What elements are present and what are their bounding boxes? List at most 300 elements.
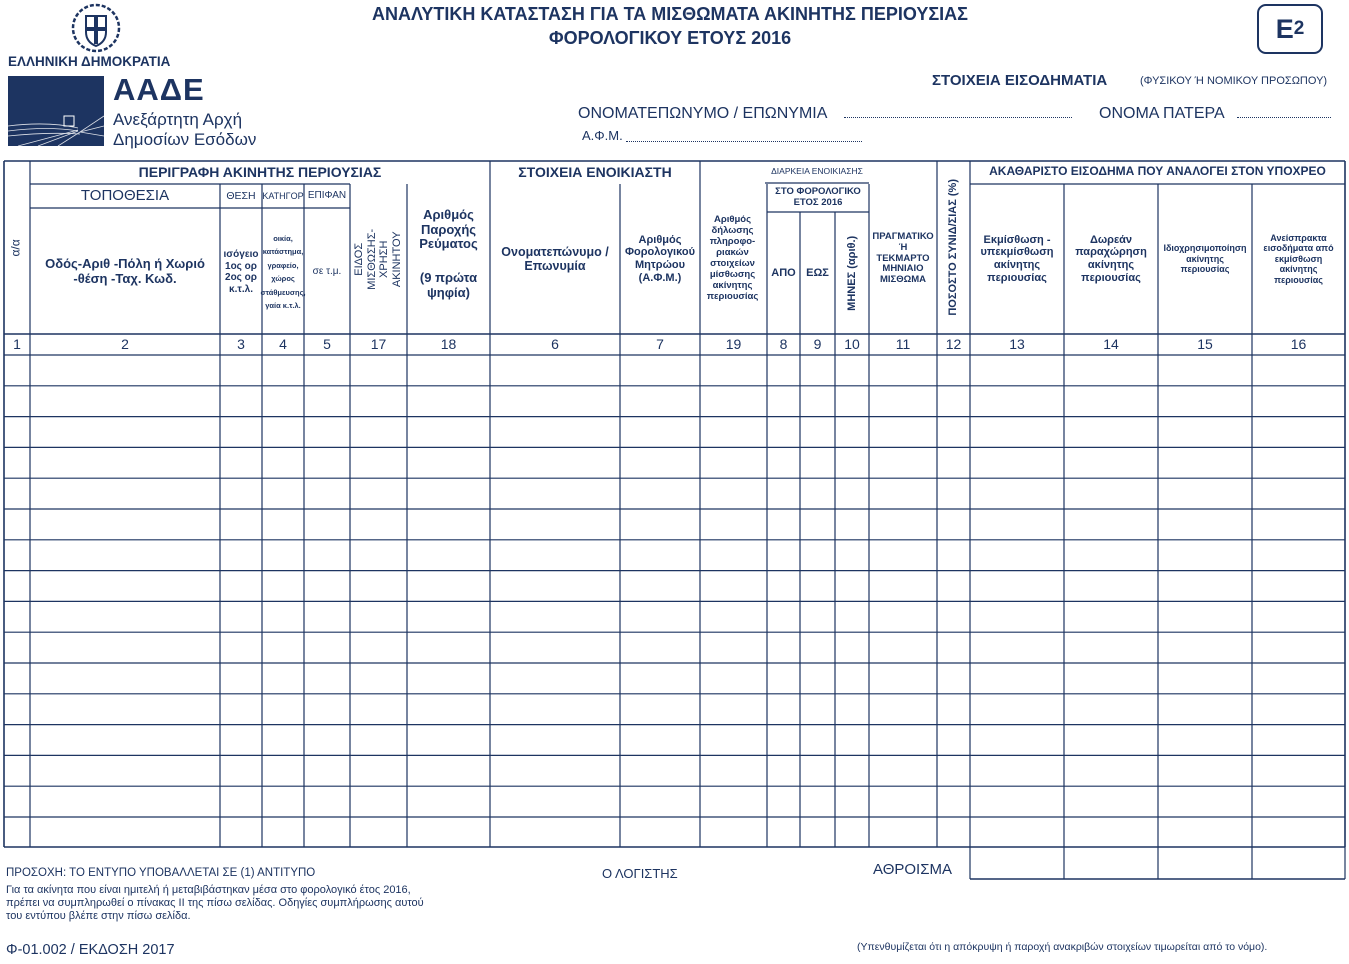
- table-cell[interactable]: [800, 386, 835, 417]
- table-cell[interactable]: [4, 786, 30, 817]
- table-cell[interactable]: [30, 478, 220, 509]
- table-cell[interactable]: [700, 417, 767, 448]
- table-cell[interactable]: [490, 694, 620, 725]
- table-cell[interactable]: [767, 540, 800, 571]
- table-cell[interactable]: [767, 786, 800, 817]
- table-cell[interactable]: [937, 786, 970, 817]
- table-cell[interactable]: [767, 601, 800, 632]
- table-cell[interactable]: [1252, 478, 1345, 509]
- table-cell[interactable]: [835, 725, 869, 756]
- table-cell[interactable]: [869, 509, 937, 540]
- table-cell[interactable]: [4, 540, 30, 571]
- table-cell[interactable]: [220, 663, 262, 694]
- table-cell[interactable]: [970, 601, 1064, 632]
- table-cell[interactable]: [1252, 540, 1345, 571]
- table-cell[interactable]: [350, 725, 407, 756]
- table-cell[interactable]: [350, 755, 407, 786]
- table-cell[interactable]: [350, 663, 407, 694]
- table-cell[interactable]: [800, 786, 835, 817]
- table-cell[interactable]: [4, 725, 30, 756]
- table-cell[interactable]: [1158, 755, 1252, 786]
- table-cell[interactable]: [4, 601, 30, 632]
- table-cell[interactable]: [4, 447, 30, 478]
- table-cell[interactable]: [835, 601, 869, 632]
- table-cell[interactable]: [262, 755, 304, 786]
- table-cell[interactable]: [937, 447, 970, 478]
- table-cell[interactable]: [262, 355, 304, 386]
- table-cell[interactable]: [835, 417, 869, 448]
- table-cell[interactable]: [700, 786, 767, 817]
- table-cell[interactable]: [4, 663, 30, 694]
- table-cell[interactable]: [1252, 817, 1345, 847]
- table-cell[interactable]: [800, 447, 835, 478]
- table-cell[interactable]: [4, 694, 30, 725]
- table-cell[interactable]: [407, 417, 490, 448]
- table-cell[interactable]: [970, 725, 1064, 756]
- table-cell[interactable]: [700, 571, 767, 602]
- table-cell[interactable]: [262, 632, 304, 663]
- table-cell[interactable]: [620, 355, 700, 386]
- table-cell[interactable]: [4, 632, 30, 663]
- table-cell[interactable]: [1158, 355, 1252, 386]
- table-cell[interactable]: [835, 755, 869, 786]
- table-cell[interactable]: [700, 725, 767, 756]
- table-cell[interactable]: [869, 571, 937, 602]
- table-cell[interactable]: [937, 417, 970, 448]
- table-cell[interactable]: [304, 755, 350, 786]
- table-cell[interactable]: [220, 509, 262, 540]
- table-cell[interactable]: [937, 663, 970, 694]
- table-cell[interactable]: [262, 725, 304, 756]
- table-cell[interactable]: [620, 478, 700, 509]
- table-cell[interactable]: [835, 447, 869, 478]
- table-cell[interactable]: [350, 694, 407, 725]
- table-cell[interactable]: [970, 817, 1064, 847]
- table-cell[interactable]: [800, 478, 835, 509]
- table-cell[interactable]: [304, 663, 350, 694]
- table-cell[interactable]: [1252, 694, 1345, 725]
- table-cell[interactable]: [937, 817, 970, 847]
- table-cell[interactable]: [1064, 509, 1158, 540]
- table-cell[interactable]: [767, 632, 800, 663]
- table-cell[interactable]: [4, 386, 30, 417]
- table-cell[interactable]: [835, 540, 869, 571]
- table-cell[interactable]: [350, 509, 407, 540]
- table-cell[interactable]: [767, 817, 800, 847]
- table-cell[interactable]: [30, 632, 220, 663]
- table-cell[interactable]: [1158, 663, 1252, 694]
- table-cell[interactable]: [350, 817, 407, 847]
- table-cell[interactable]: [700, 540, 767, 571]
- table-cell[interactable]: [304, 571, 350, 602]
- table-cell[interactable]: [30, 417, 220, 448]
- table-cell[interactable]: [304, 786, 350, 817]
- table-cell[interactable]: [304, 817, 350, 847]
- table-cell[interactable]: [262, 417, 304, 448]
- table-cell[interactable]: [220, 571, 262, 602]
- table-cell[interactable]: [1252, 355, 1345, 386]
- table-cell[interactable]: [1252, 601, 1345, 632]
- table-cell[interactable]: [620, 417, 700, 448]
- table-cell[interactable]: [262, 386, 304, 417]
- table-cell[interactable]: [1158, 817, 1252, 847]
- table-cell[interactable]: [800, 632, 835, 663]
- table-cell[interactable]: [620, 694, 700, 725]
- table-cell[interactable]: [407, 755, 490, 786]
- table-cell[interactable]: [350, 571, 407, 602]
- table-cell[interactable]: [1252, 786, 1345, 817]
- table-cell[interactable]: [220, 786, 262, 817]
- table-cell[interactable]: [800, 694, 835, 725]
- table-cell[interactable]: [869, 632, 937, 663]
- table-cell[interactable]: [1252, 663, 1345, 694]
- table-cell[interactable]: [1064, 478, 1158, 509]
- table-cell[interactable]: [970, 447, 1064, 478]
- table-cell[interactable]: [407, 478, 490, 509]
- table-cell[interactable]: [800, 509, 835, 540]
- table-cell[interactable]: [835, 355, 869, 386]
- table-cell[interactable]: [4, 478, 30, 509]
- table-cell[interactable]: [835, 571, 869, 602]
- table-cell[interactable]: [970, 786, 1064, 817]
- table-cell[interactable]: [620, 755, 700, 786]
- table-cell[interactable]: [1252, 571, 1345, 602]
- table-cell[interactable]: [937, 355, 970, 386]
- table-cell[interactable]: [937, 540, 970, 571]
- table-cell[interactable]: [30, 755, 220, 786]
- table-cell[interactable]: [800, 663, 835, 694]
- table-cell[interactable]: [800, 755, 835, 786]
- table-cell[interactable]: [220, 601, 262, 632]
- table-cell[interactable]: [869, 786, 937, 817]
- table-cell[interactable]: [937, 632, 970, 663]
- table-cell[interactable]: [700, 755, 767, 786]
- table-cell[interactable]: [620, 447, 700, 478]
- table-cell[interactable]: [700, 386, 767, 417]
- table-cell[interactable]: [220, 755, 262, 786]
- table-cell[interactable]: [767, 725, 800, 756]
- table-cell[interactable]: [220, 355, 262, 386]
- table-cell[interactable]: [970, 417, 1064, 448]
- table-cell[interactable]: [262, 817, 304, 847]
- table-cell[interactable]: [937, 386, 970, 417]
- table-cell[interactable]: [800, 725, 835, 756]
- table-cell[interactable]: [700, 601, 767, 632]
- table-cell[interactable]: [1064, 663, 1158, 694]
- table-cell[interactable]: [869, 447, 937, 478]
- table-cell[interactable]: [304, 447, 350, 478]
- table-cell[interactable]: [620, 632, 700, 663]
- table-cell[interactable]: [1158, 478, 1252, 509]
- table-cell[interactable]: [4, 509, 30, 540]
- table-cell[interactable]: [1252, 632, 1345, 663]
- table-cell[interactable]: [937, 694, 970, 725]
- table-cell[interactable]: [407, 817, 490, 847]
- table-cell[interactable]: [490, 663, 620, 694]
- table-cell[interactable]: [304, 632, 350, 663]
- table-cell[interactable]: [700, 817, 767, 847]
- table-cell[interactable]: [800, 571, 835, 602]
- table-cell[interactable]: [350, 786, 407, 817]
- total-cell[interactable]: [1252, 847, 1345, 879]
- table-cell[interactable]: [350, 540, 407, 571]
- table-cell[interactable]: [407, 694, 490, 725]
- table-cell[interactable]: [835, 786, 869, 817]
- table-cell[interactable]: [407, 663, 490, 694]
- table-cell[interactable]: [407, 725, 490, 756]
- table-cell[interactable]: [970, 632, 1064, 663]
- table-cell[interactable]: [1158, 694, 1252, 725]
- table-cell[interactable]: [1158, 632, 1252, 663]
- table-cell[interactable]: [1158, 417, 1252, 448]
- table-cell[interactable]: [869, 725, 937, 756]
- table-cell[interactable]: [490, 478, 620, 509]
- table-cell[interactable]: [1158, 725, 1252, 756]
- table-cell[interactable]: [620, 386, 700, 417]
- table-cell[interactable]: [220, 417, 262, 448]
- table-cell[interactable]: [350, 417, 407, 448]
- table-cell[interactable]: [1252, 755, 1345, 786]
- table-cell[interactable]: [30, 509, 220, 540]
- table-cell[interactable]: [700, 478, 767, 509]
- table-cell[interactable]: [304, 601, 350, 632]
- table-cell[interactable]: [304, 540, 350, 571]
- table-cell[interactable]: [262, 663, 304, 694]
- table-cell[interactable]: [1064, 355, 1158, 386]
- table-cell[interactable]: [1252, 386, 1345, 417]
- table-cell[interactable]: [970, 509, 1064, 540]
- table-cell[interactable]: [1158, 601, 1252, 632]
- table-cell[interactable]: [620, 601, 700, 632]
- table-cell[interactable]: [767, 755, 800, 786]
- table-cell[interactable]: [350, 478, 407, 509]
- table-cell[interactable]: [620, 786, 700, 817]
- table-cell[interactable]: [800, 417, 835, 448]
- table-cell[interactable]: [835, 817, 869, 847]
- table-cell[interactable]: [700, 355, 767, 386]
- table-cell[interactable]: [1064, 601, 1158, 632]
- table-cell[interactable]: [304, 417, 350, 448]
- table-cell[interactable]: [490, 786, 620, 817]
- table-cell[interactable]: [767, 355, 800, 386]
- table-cell[interactable]: [835, 386, 869, 417]
- table-cell[interactable]: [970, 478, 1064, 509]
- table-cell[interactable]: [1064, 786, 1158, 817]
- table-cell[interactable]: [1252, 447, 1345, 478]
- table-cell[interactable]: [1158, 571, 1252, 602]
- table-cell[interactable]: [262, 540, 304, 571]
- table-cell[interactable]: [1064, 632, 1158, 663]
- table-cell[interactable]: [767, 663, 800, 694]
- table-cell[interactable]: [835, 663, 869, 694]
- table-cell[interactable]: [869, 355, 937, 386]
- table-cell[interactable]: [937, 601, 970, 632]
- table-cell[interactable]: [767, 509, 800, 540]
- table-cell[interactable]: [407, 632, 490, 663]
- table-cell[interactable]: [304, 355, 350, 386]
- table-cell[interactable]: [700, 694, 767, 725]
- table-cell[interactable]: [700, 447, 767, 478]
- table-cell[interactable]: [30, 386, 220, 417]
- table-cell[interactable]: [30, 571, 220, 602]
- table-cell[interactable]: [350, 632, 407, 663]
- table-cell[interactable]: [800, 540, 835, 571]
- table-cell[interactable]: [1252, 509, 1345, 540]
- table-cell[interactable]: [1064, 694, 1158, 725]
- table-cell[interactable]: [407, 355, 490, 386]
- table-cell[interactable]: [490, 355, 620, 386]
- table-cell[interactable]: [620, 817, 700, 847]
- table-cell[interactable]: [1064, 447, 1158, 478]
- table-cell[interactable]: [620, 571, 700, 602]
- table-cell[interactable]: [220, 478, 262, 509]
- table-cell[interactable]: [767, 447, 800, 478]
- table-cell[interactable]: [620, 725, 700, 756]
- table-cell[interactable]: [4, 817, 30, 847]
- table-cell[interactable]: [490, 725, 620, 756]
- table-cell[interactable]: [869, 663, 937, 694]
- table-cell[interactable]: [262, 478, 304, 509]
- table-cell[interactable]: [490, 755, 620, 786]
- table-cell[interactable]: [407, 571, 490, 602]
- table-cell[interactable]: [937, 509, 970, 540]
- table-cell[interactable]: [30, 355, 220, 386]
- table-cell[interactable]: [800, 817, 835, 847]
- table-cell[interactable]: [262, 571, 304, 602]
- table-cell[interactable]: [490, 601, 620, 632]
- table-cell[interactable]: [350, 386, 407, 417]
- table-cell[interactable]: [1064, 817, 1158, 847]
- table-cell[interactable]: [767, 417, 800, 448]
- table-cell[interactable]: [4, 417, 30, 448]
- table-cell[interactable]: [937, 478, 970, 509]
- table-cell[interactable]: [490, 386, 620, 417]
- table-cell[interactable]: [1252, 725, 1345, 756]
- table-cell[interactable]: [30, 786, 220, 817]
- table-cell[interactable]: [1158, 509, 1252, 540]
- table-cell[interactable]: [490, 447, 620, 478]
- table-cell[interactable]: [4, 755, 30, 786]
- table-cell[interactable]: [869, 478, 937, 509]
- table-cell[interactable]: [262, 447, 304, 478]
- table-cell[interactable]: [350, 601, 407, 632]
- table-cell[interactable]: [869, 601, 937, 632]
- table-cell[interactable]: [700, 509, 767, 540]
- table-cell[interactable]: [490, 571, 620, 602]
- table-cell[interactable]: [620, 540, 700, 571]
- table-cell[interactable]: [220, 540, 262, 571]
- table-cell[interactable]: [407, 509, 490, 540]
- table-cell[interactable]: [220, 725, 262, 756]
- table-cell[interactable]: [970, 540, 1064, 571]
- table-cell[interactable]: [700, 632, 767, 663]
- table-cell[interactable]: [407, 447, 490, 478]
- table-cell[interactable]: [767, 694, 800, 725]
- table-cell[interactable]: [970, 355, 1064, 386]
- table-cell[interactable]: [220, 447, 262, 478]
- table-cell[interactable]: [4, 571, 30, 602]
- table-cell[interactable]: [262, 786, 304, 817]
- table-cell[interactable]: [220, 386, 262, 417]
- table-cell[interactable]: [304, 386, 350, 417]
- table-cell[interactable]: [490, 817, 620, 847]
- table-cell[interactable]: [1064, 386, 1158, 417]
- table-cell[interactable]: [620, 509, 700, 540]
- table-cell[interactable]: [220, 632, 262, 663]
- table-cell[interactable]: [407, 601, 490, 632]
- table-cell[interactable]: [869, 694, 937, 725]
- table-cell[interactable]: [4, 355, 30, 386]
- table-cell[interactable]: [869, 817, 937, 847]
- table-cell[interactable]: [30, 817, 220, 847]
- table-cell[interactable]: [490, 509, 620, 540]
- table-cell[interactable]: [490, 417, 620, 448]
- table-cell[interactable]: [970, 571, 1064, 602]
- table-cell[interactable]: [350, 447, 407, 478]
- table-cell[interactable]: [30, 663, 220, 694]
- table-cell[interactable]: [490, 540, 620, 571]
- table-cell[interactable]: [304, 509, 350, 540]
- table-cell[interactable]: [970, 386, 1064, 417]
- table-cell[interactable]: [970, 755, 1064, 786]
- table-cell[interactable]: [970, 663, 1064, 694]
- table-cell[interactable]: [220, 817, 262, 847]
- total-cell[interactable]: [1064, 847, 1158, 879]
- table-cell[interactable]: [869, 755, 937, 786]
- table-cell[interactable]: [937, 755, 970, 786]
- table-cell[interactable]: [490, 632, 620, 663]
- table-cell[interactable]: [800, 355, 835, 386]
- table-cell[interactable]: [1158, 786, 1252, 817]
- table-cell[interactable]: [262, 694, 304, 725]
- table-cell[interactable]: [350, 355, 407, 386]
- table-cell[interactable]: [407, 786, 490, 817]
- table-cell[interactable]: [304, 694, 350, 725]
- table-cell[interactable]: [620, 663, 700, 694]
- table-cell[interactable]: [1158, 447, 1252, 478]
- table-cell[interactable]: [304, 725, 350, 756]
- total-cell[interactable]: [1158, 847, 1252, 879]
- table-cell[interactable]: [30, 540, 220, 571]
- table-cell[interactable]: [1158, 386, 1252, 417]
- table-cell[interactable]: [970, 694, 1064, 725]
- table-cell[interactable]: [262, 601, 304, 632]
- table-cell[interactable]: [304, 478, 350, 509]
- table-cell[interactable]: [1064, 540, 1158, 571]
- table-cell[interactable]: [767, 571, 800, 602]
- table-cell[interactable]: [1064, 725, 1158, 756]
- table-cell[interactable]: [937, 571, 970, 602]
- table-cell[interactable]: [30, 725, 220, 756]
- table-cell[interactable]: [835, 632, 869, 663]
- table-cell[interactable]: [1064, 571, 1158, 602]
- table-cell[interactable]: [1064, 755, 1158, 786]
- table-cell[interactable]: [407, 386, 490, 417]
- table-cell[interactable]: [800, 601, 835, 632]
- table-cell[interactable]: [767, 478, 800, 509]
- table-cell[interactable]: [1064, 417, 1158, 448]
- table-cell[interactable]: [30, 447, 220, 478]
- table-cell[interactable]: [700, 663, 767, 694]
- table-cell[interactable]: [407, 540, 490, 571]
- table-cell[interactable]: [30, 601, 220, 632]
- table-cell[interactable]: [835, 694, 869, 725]
- table-cell[interactable]: [262, 509, 304, 540]
- table-cell[interactable]: [937, 725, 970, 756]
- table-cell[interactable]: [869, 540, 937, 571]
- table-cell[interactable]: [220, 694, 262, 725]
- table-cell[interactable]: [1252, 417, 1345, 448]
